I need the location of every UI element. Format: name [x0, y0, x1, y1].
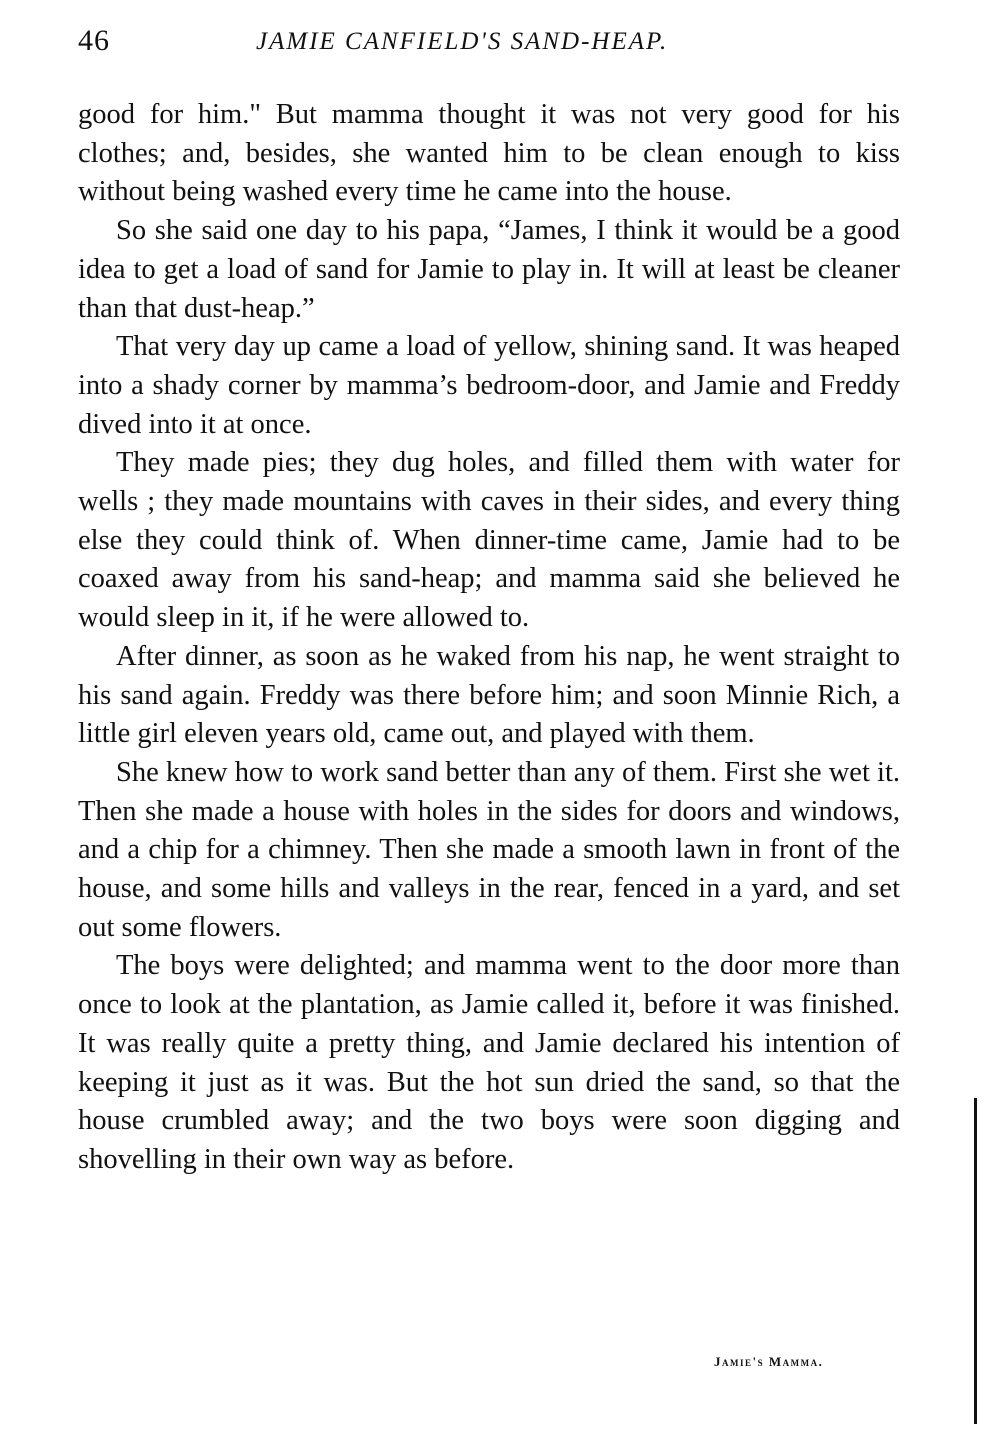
paragraph: So she said one day to his papa, “James, I think it would be a good idea to get a load of sand for Jamie to play in. It will at least be cleaner than that dust-heap.”	[78, 215, 900, 324]
footer-signature: Jamie's Mamma.	[714, 1354, 824, 1369]
body-text	[78, 96, 900, 1180]
paragraph: They made pies; they dug holes, and filled them with water for wells ; they made mountains with caves in their sides, and every thing else they could think of. When dinner-time came, Jamie had to be coaxed away from his sand-heap; and mamma said she believed he would sleep in it, if he were allowed to.	[78, 447, 900, 634]
paragraph: That very day up came a load of yellow, shining sand. It was heaped into a shady corner by mamma’s bedroom-door, and Jamie and Freddy dived into it at once.	[78, 331, 900, 440]
page-header	[78, 24, 900, 68]
paragraph: She knew how to work sand better than any of them. First she wet it. Then she made a house with holes in the sides for doors and windows, and a chip for a chimney. Then she made a smooth lawn in front of the house, and some hills and valleys in the rear, fenced in a yard, and set out some flowers.	[78, 756, 900, 943]
running-title: JAMIE CANFIELD'S SAND-HEAP.	[256, 28, 669, 55]
page-number: 46	[78, 24, 110, 57]
paragraph: good for him." But mamma thought it was not very good for his clothes; and, besides, she wanted him to be clean enough to kiss without being washed every time he came into the house.	[78, 99, 900, 208]
paragraph: After dinner, as soon as he waked from his nap, he went straight to his sand again. Freddy was there before him; and soon Minnie Rich, a little girl eleven years old, came out, and played with them.	[78, 640, 900, 750]
page-edge-mark	[974, 1098, 977, 1424]
paragraph: The boys were delighted; and mamma went to the door more than once to look at the plantation, as Jamie called it, before it was finished. It was really quite a pretty thing, and Jamie declared his intention of keeping it just as it was. But the hot sun dried the sand, so that the house crumbled away; and the two boys were soon digging and shovelling in their own way as before.	[78, 950, 900, 1175]
